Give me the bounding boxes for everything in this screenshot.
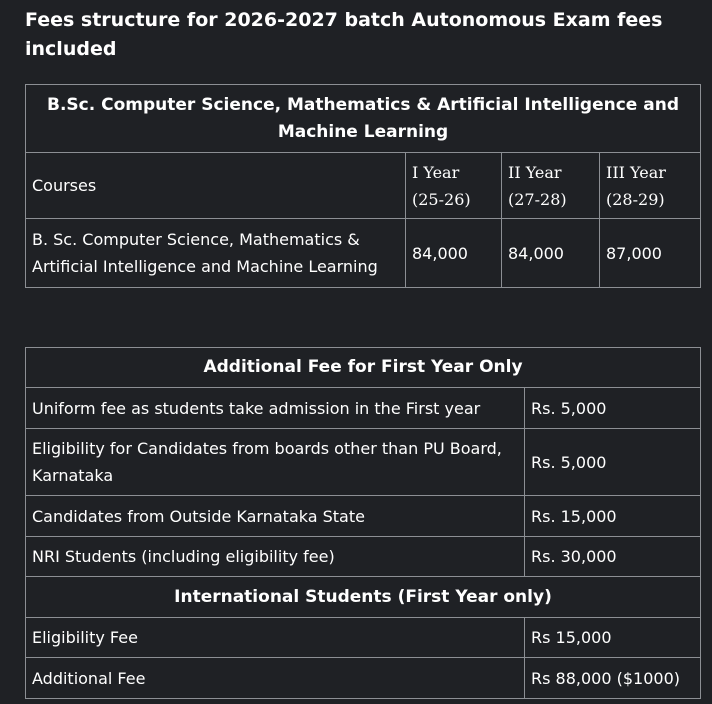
year3-name: III Year: [606, 162, 666, 182]
table-row: [26, 496, 701, 537]
table-heading-row: [26, 85, 701, 153]
page-title: Fees structure for 2026-2027 batch Autonomous Exam fees included: [25, 9, 663, 60]
fee-year3: 87,000: [600, 219, 701, 288]
program-heading: B.Sc. Computer Science, Mathematics & Artificial Intelligence and Machine Learning: [26, 85, 701, 153]
fee-label: Eligibility for Candidates from boards other than PU Board, Karnataka: [26, 429, 525, 496]
year1-span: (25-26): [412, 189, 471, 209]
fee-amount: Rs 88,000 ($1000): [525, 658, 701, 699]
fee-label: NRI Students (including eligibility fee): [26, 537, 525, 577]
course-name: B. Sc. Computer Science, Mathematics & Artificial Intelligence and Machine Learning: [26, 219, 406, 288]
fee-amount: Rs. 5,000: [525, 388, 701, 429]
table-row: [26, 388, 701, 429]
international-heading: International Students (First Year only): [26, 577, 701, 618]
table-row: [26, 537, 701, 577]
fee-label: Additional Fee: [26, 658, 525, 699]
fee-amount: Rs 15,000: [525, 618, 701, 658]
fee-label: Eligibility Fee: [26, 618, 525, 658]
year3-span: (28-29): [606, 189, 665, 209]
additional-heading: Additional Fee for First Year Only: [26, 348, 701, 388]
fee-amount: Rs. 15,000: [525, 496, 701, 537]
year2-header: [502, 153, 600, 219]
table-row: [26, 618, 701, 658]
year2-name: II Year: [508, 162, 562, 182]
fee-label: Uniform fee as students take admission in the First year: [26, 388, 525, 429]
year2-span: (27-28): [508, 189, 567, 209]
fee-year1: 84,000: [406, 219, 502, 288]
additional-heading-row: [26, 348, 701, 388]
table-row: [26, 429, 701, 496]
year1-header: [406, 153, 502, 219]
fee-amount: Rs. 30,000: [525, 537, 701, 577]
year1-name: I Year: [412, 162, 460, 182]
table-row: [26, 658, 701, 699]
table-row: [26, 219, 701, 288]
fees-table: [25, 84, 701, 288]
fee-amount: Rs. 5,000: [525, 429, 701, 496]
year3-header: [600, 153, 701, 219]
courses-header: Courses: [26, 153, 406, 219]
fee-year2: 84,000: [502, 219, 600, 288]
table-header-row: [26, 153, 701, 219]
fee-label: Candidates from Outside Karnataka State: [26, 496, 525, 537]
additional-fee-table: [25, 347, 701, 699]
international-heading-row: [26, 577, 701, 618]
